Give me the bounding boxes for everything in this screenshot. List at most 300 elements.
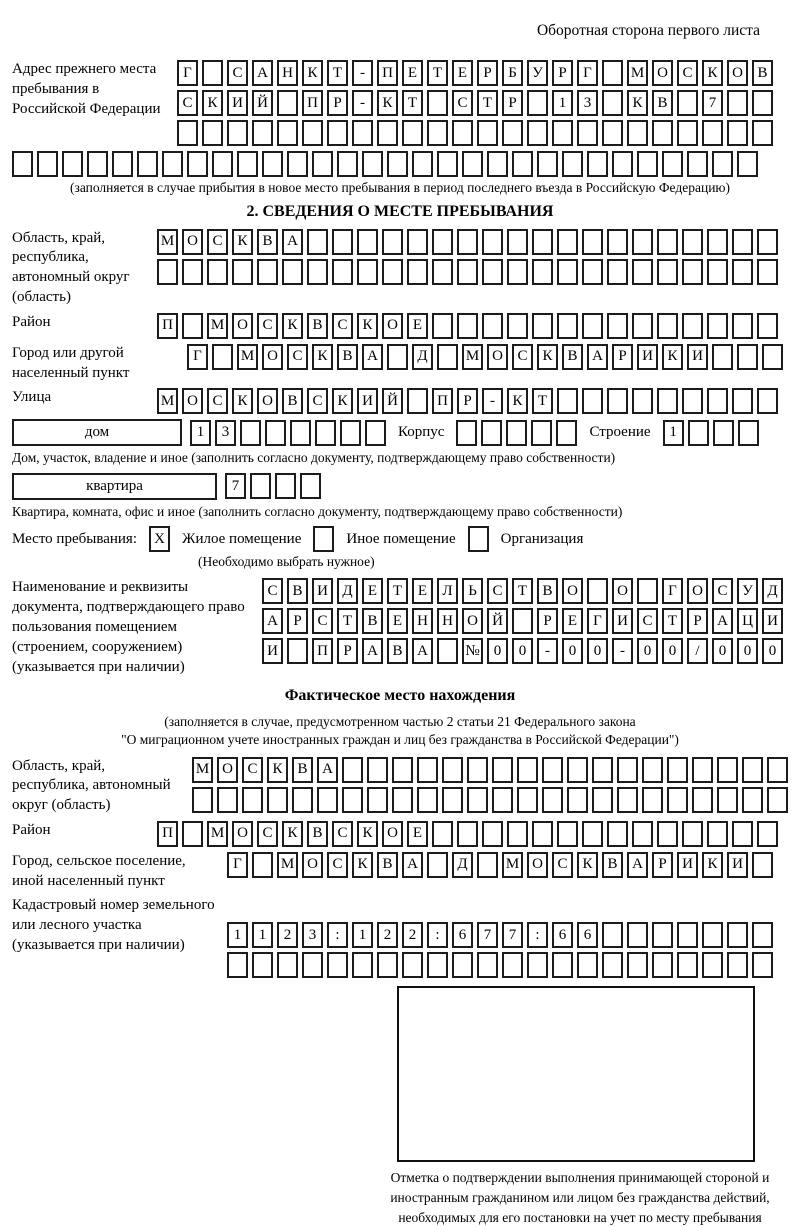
char-box[interactable]: И: [262, 638, 283, 664]
char-box[interactable]: [627, 952, 648, 978]
char-box[interactable]: [362, 151, 383, 177]
char-box[interactable]: И: [762, 608, 783, 634]
char-box[interactable]: [492, 757, 513, 783]
char-box[interactable]: [217, 787, 238, 813]
char-box[interactable]: [607, 229, 628, 255]
char-box[interactable]: [467, 757, 488, 783]
char-box[interactable]: [682, 821, 703, 847]
char-box[interactable]: [752, 952, 773, 978]
char-box[interactable]: [502, 120, 523, 146]
char-box[interactable]: [482, 821, 503, 847]
char-box[interactable]: С: [452, 90, 473, 116]
char-box[interactable]: [562, 151, 583, 177]
char-box[interactable]: [582, 388, 603, 414]
char-box[interactable]: Р: [477, 60, 498, 86]
char-box[interactable]: Ц: [737, 608, 758, 634]
char-box[interactable]: [702, 952, 723, 978]
char-box[interactable]: К: [232, 229, 253, 255]
char-box[interactable]: О: [217, 757, 238, 783]
char-box[interactable]: М: [207, 313, 228, 339]
char-box[interactable]: [437, 151, 458, 177]
char-box[interactable]: Т: [532, 388, 553, 414]
char-box[interactable]: О: [727, 60, 748, 86]
char-box[interactable]: Р: [327, 90, 348, 116]
char-box[interactable]: [212, 344, 233, 370]
char-box[interactable]: [627, 922, 648, 948]
char-box[interactable]: В: [387, 638, 408, 664]
char-box[interactable]: [732, 388, 753, 414]
char-box[interactable]: Г: [587, 608, 608, 634]
char-box[interactable]: [657, 821, 678, 847]
char-box[interactable]: Й: [487, 608, 508, 634]
char-box[interactable]: [527, 90, 548, 116]
char-box[interactable]: [182, 313, 203, 339]
char-box[interactable]: И: [687, 344, 708, 370]
char-box[interactable]: [382, 259, 403, 285]
char-box[interactable]: [352, 952, 373, 978]
char-box[interactable]: [517, 757, 538, 783]
char-box[interactable]: 7: [702, 90, 723, 116]
char-box[interactable]: [652, 922, 673, 948]
char-box[interactable]: В: [537, 578, 558, 604]
char-box[interactable]: [302, 952, 323, 978]
char-box[interactable]: [532, 229, 553, 255]
char-box[interactable]: [757, 259, 778, 285]
char-box[interactable]: С: [262, 578, 283, 604]
organization-checkbox[interactable]: [468, 526, 489, 552]
char-box[interactable]: [537, 151, 558, 177]
char-box[interactable]: С: [177, 90, 198, 116]
char-box[interactable]: [507, 313, 528, 339]
char-box[interactable]: М: [157, 388, 178, 414]
char-box[interactable]: [557, 259, 578, 285]
char-box[interactable]: С: [207, 229, 228, 255]
char-box[interactable]: [592, 757, 613, 783]
char-box[interactable]: [377, 952, 398, 978]
char-box[interactable]: [157, 259, 178, 285]
char-box[interactable]: 1: [190, 420, 211, 446]
char-box[interactable]: [602, 60, 623, 86]
char-box[interactable]: [767, 757, 788, 783]
char-box[interactable]: А: [282, 229, 303, 255]
char-box[interactable]: [502, 952, 523, 978]
char-box[interactable]: [527, 120, 548, 146]
char-box[interactable]: 0: [662, 638, 683, 664]
char-box[interactable]: [556, 420, 577, 446]
char-box[interactable]: 1: [352, 922, 373, 948]
char-box[interactable]: [727, 90, 748, 116]
char-box[interactable]: [692, 757, 713, 783]
char-box[interactable]: [317, 787, 338, 813]
char-box[interactable]: [482, 229, 503, 255]
char-box[interactable]: [602, 952, 623, 978]
char-box[interactable]: М: [277, 852, 298, 878]
char-box[interactable]: С: [257, 313, 278, 339]
char-box[interactable]: Б: [502, 60, 523, 86]
char-box[interactable]: [767, 787, 788, 813]
char-box[interactable]: [752, 120, 773, 146]
char-box[interactable]: [342, 787, 363, 813]
char-box[interactable]: Р: [287, 608, 308, 634]
char-box[interactable]: [342, 757, 363, 783]
char-box[interactable]: И: [357, 388, 378, 414]
char-box[interactable]: [387, 344, 408, 370]
char-box[interactable]: [677, 90, 698, 116]
char-box[interactable]: [712, 344, 733, 370]
char-box[interactable]: [738, 420, 759, 446]
char-box[interactable]: Г: [662, 578, 683, 604]
char-box[interactable]: [307, 259, 328, 285]
char-box[interactable]: [427, 120, 448, 146]
char-box[interactable]: О: [612, 578, 633, 604]
char-box[interactable]: [677, 120, 698, 146]
char-box[interactable]: [752, 922, 773, 948]
char-box[interactable]: [232, 259, 253, 285]
char-box[interactable]: С: [312, 608, 333, 634]
char-box[interactable]: 1: [663, 420, 684, 446]
char-box[interactable]: [402, 952, 423, 978]
char-box[interactable]: [707, 229, 728, 255]
char-box[interactable]: Е: [412, 578, 433, 604]
char-box[interactable]: Р: [457, 388, 478, 414]
char-box[interactable]: [250, 473, 271, 499]
char-box[interactable]: [467, 787, 488, 813]
char-box[interactable]: [442, 787, 463, 813]
char-box[interactable]: -: [612, 638, 633, 664]
char-box[interactable]: [762, 344, 783, 370]
char-box[interactable]: [682, 388, 703, 414]
char-box[interactable]: [292, 787, 313, 813]
char-box[interactable]: [577, 952, 598, 978]
char-box[interactable]: [340, 420, 361, 446]
char-box[interactable]: [632, 821, 653, 847]
char-box[interactable]: Т: [427, 60, 448, 86]
char-box[interactable]: И: [677, 852, 698, 878]
char-box[interactable]: К: [357, 313, 378, 339]
char-box[interactable]: [657, 313, 678, 339]
char-box[interactable]: [507, 229, 528, 255]
char-box[interactable]: [267, 787, 288, 813]
char-box[interactable]: С: [552, 852, 573, 878]
char-box[interactable]: [482, 313, 503, 339]
char-box[interactable]: С: [332, 313, 353, 339]
residential-checkbox[interactable]: X: [149, 526, 170, 552]
char-box[interactable]: 7: [502, 922, 523, 948]
char-box[interactable]: [677, 952, 698, 978]
char-box[interactable]: И: [727, 852, 748, 878]
char-box[interactable]: Ь: [462, 578, 483, 604]
char-box[interactable]: Г: [187, 344, 208, 370]
char-box[interactable]: М: [192, 757, 213, 783]
char-box[interactable]: 2: [277, 922, 298, 948]
char-box[interactable]: В: [287, 578, 308, 604]
char-box[interactable]: [737, 151, 758, 177]
char-box[interactable]: [607, 388, 628, 414]
char-box[interactable]: [365, 420, 386, 446]
char-box[interactable]: [202, 120, 223, 146]
char-box[interactable]: [427, 852, 448, 878]
char-box[interactable]: С: [227, 60, 248, 86]
char-box[interactable]: 0: [512, 638, 533, 664]
char-box[interactable]: Й: [252, 90, 273, 116]
char-box[interactable]: Н: [412, 608, 433, 634]
char-box[interactable]: [507, 821, 528, 847]
char-box[interactable]: В: [337, 344, 358, 370]
char-box[interactable]: [442, 757, 463, 783]
char-box[interactable]: В: [307, 821, 328, 847]
char-box[interactable]: К: [627, 90, 648, 116]
char-box[interactable]: А: [362, 638, 383, 664]
char-box[interactable]: [707, 821, 728, 847]
char-box[interactable]: [387, 151, 408, 177]
char-box[interactable]: :: [327, 922, 348, 948]
char-box[interactable]: В: [307, 313, 328, 339]
char-box[interactable]: 7: [477, 922, 498, 948]
char-box[interactable]: С: [242, 757, 263, 783]
char-box[interactable]: [682, 259, 703, 285]
char-box[interactable]: -: [352, 90, 373, 116]
char-box[interactable]: [367, 757, 388, 783]
char-box[interactable]: [582, 259, 603, 285]
char-box[interactable]: [707, 259, 728, 285]
char-box[interactable]: А: [587, 344, 608, 370]
char-box[interactable]: [87, 151, 108, 177]
char-box[interactable]: [367, 787, 388, 813]
char-box[interactable]: Т: [387, 578, 408, 604]
char-box[interactable]: Т: [337, 608, 358, 634]
char-box[interactable]: [262, 151, 283, 177]
char-box[interactable]: /: [687, 638, 708, 664]
char-box[interactable]: [207, 259, 228, 285]
char-box[interactable]: П: [157, 821, 178, 847]
char-box[interactable]: 0: [737, 638, 758, 664]
char-box[interactable]: [642, 787, 663, 813]
char-box[interactable]: [732, 821, 753, 847]
char-box[interactable]: [182, 821, 203, 847]
char-box[interactable]: [382, 229, 403, 255]
char-box[interactable]: В: [752, 60, 773, 86]
char-box[interactable]: [602, 90, 623, 116]
char-box[interactable]: [742, 787, 763, 813]
char-box[interactable]: [592, 787, 613, 813]
char-box[interactable]: 6: [577, 922, 598, 948]
char-box[interactable]: О: [262, 344, 283, 370]
char-box[interactable]: А: [712, 608, 733, 634]
char-box[interactable]: [657, 388, 678, 414]
char-box[interactable]: [402, 120, 423, 146]
char-box[interactable]: [277, 120, 298, 146]
char-box[interactable]: [682, 313, 703, 339]
char-box[interactable]: [707, 388, 728, 414]
char-box[interactable]: П: [302, 90, 323, 116]
char-box[interactable]: [742, 757, 763, 783]
char-box[interactable]: [688, 420, 709, 446]
char-box[interactable]: [252, 952, 273, 978]
char-box[interactable]: -: [482, 388, 503, 414]
char-box[interactable]: [507, 259, 528, 285]
char-box[interactable]: [637, 578, 658, 604]
char-box[interactable]: [657, 229, 678, 255]
char-box[interactable]: [237, 151, 258, 177]
char-box[interactable]: К: [352, 852, 373, 878]
other-premises-checkbox[interactable]: [313, 526, 334, 552]
char-box[interactable]: М: [207, 821, 228, 847]
char-box[interactable]: М: [502, 852, 523, 878]
char-box[interactable]: Г: [227, 852, 248, 878]
char-box[interactable]: 3: [215, 420, 236, 446]
char-box[interactable]: [427, 90, 448, 116]
char-box[interactable]: [632, 259, 653, 285]
char-box[interactable]: [162, 151, 183, 177]
char-box[interactable]: [582, 229, 603, 255]
char-box[interactable]: 0: [487, 638, 508, 664]
char-box[interactable]: С: [307, 388, 328, 414]
char-box[interactable]: [452, 120, 473, 146]
char-box[interactable]: [687, 151, 708, 177]
char-box[interactable]: Д: [762, 578, 783, 604]
char-box[interactable]: С: [712, 578, 733, 604]
char-box[interactable]: К: [357, 821, 378, 847]
char-box[interactable]: [477, 952, 498, 978]
char-box[interactable]: [287, 638, 308, 664]
char-box[interactable]: 0: [587, 638, 608, 664]
char-box[interactable]: [582, 821, 603, 847]
char-box[interactable]: [432, 259, 453, 285]
char-box[interactable]: [287, 151, 308, 177]
char-box[interactable]: [227, 952, 248, 978]
char-box[interactable]: К: [282, 821, 303, 847]
char-box[interactable]: В: [282, 388, 303, 414]
char-box[interactable]: [752, 852, 773, 878]
char-box[interactable]: [702, 922, 723, 948]
char-box[interactable]: Р: [652, 852, 673, 878]
char-box[interactable]: [662, 151, 683, 177]
char-box[interactable]: [265, 420, 286, 446]
char-box[interactable]: [632, 229, 653, 255]
char-box[interactable]: [677, 922, 698, 948]
char-box[interactable]: [417, 787, 438, 813]
char-box[interactable]: О: [302, 852, 323, 878]
char-box[interactable]: 7: [225, 473, 246, 499]
char-box[interactable]: К: [302, 60, 323, 86]
char-box[interactable]: А: [402, 852, 423, 878]
char-box[interactable]: [257, 259, 278, 285]
char-box[interactable]: [481, 420, 502, 446]
char-box[interactable]: А: [627, 852, 648, 878]
char-box[interactable]: С: [257, 821, 278, 847]
char-box[interactable]: [737, 344, 758, 370]
char-box[interactable]: [702, 120, 723, 146]
char-box[interactable]: В: [602, 852, 623, 878]
char-box[interactable]: П: [157, 313, 178, 339]
char-box[interactable]: 2: [377, 922, 398, 948]
char-box[interactable]: К: [702, 852, 723, 878]
char-box[interactable]: [632, 313, 653, 339]
char-box[interactable]: [432, 229, 453, 255]
char-box[interactable]: [307, 229, 328, 255]
char-box[interactable]: [542, 787, 563, 813]
char-box[interactable]: [337, 151, 358, 177]
char-box[interactable]: И: [612, 608, 633, 634]
char-box[interactable]: [202, 60, 223, 86]
char-box[interactable]: Е: [562, 608, 583, 634]
char-box[interactable]: О: [182, 388, 203, 414]
char-box[interactable]: :: [527, 922, 548, 948]
char-box[interactable]: [602, 922, 623, 948]
char-box[interactable]: [642, 757, 663, 783]
char-box[interactable]: П: [432, 388, 453, 414]
char-box[interactable]: [112, 151, 133, 177]
char-box[interactable]: [667, 757, 688, 783]
char-box[interactable]: [582, 313, 603, 339]
char-box[interactable]: С: [207, 388, 228, 414]
char-box[interactable]: К: [507, 388, 528, 414]
char-box[interactable]: [552, 952, 573, 978]
char-box[interactable]: [757, 313, 778, 339]
char-box[interactable]: Й: [382, 388, 403, 414]
char-box[interactable]: [457, 313, 478, 339]
char-box[interactable]: [437, 344, 458, 370]
char-box[interactable]: [707, 313, 728, 339]
char-box[interactable]: [617, 787, 638, 813]
char-box[interactable]: [567, 757, 588, 783]
char-box[interactable]: [62, 151, 83, 177]
char-box[interactable]: Д: [452, 852, 473, 878]
char-box[interactable]: [607, 821, 628, 847]
char-box[interactable]: [457, 821, 478, 847]
char-box[interactable]: Т: [662, 608, 683, 634]
char-box[interactable]: [432, 313, 453, 339]
char-box[interactable]: О: [562, 578, 583, 604]
char-box[interactable]: [412, 151, 433, 177]
char-box[interactable]: 0: [762, 638, 783, 664]
char-box[interactable]: У: [527, 60, 548, 86]
char-box[interactable]: А: [262, 608, 283, 634]
char-box[interactable]: С: [512, 344, 533, 370]
char-box[interactable]: [713, 420, 734, 446]
char-box[interactable]: Е: [407, 821, 428, 847]
char-box[interactable]: [432, 821, 453, 847]
char-box[interactable]: [477, 120, 498, 146]
char-box[interactable]: [182, 259, 203, 285]
char-box[interactable]: [727, 922, 748, 948]
char-box[interactable]: [37, 151, 58, 177]
char-box[interactable]: В: [652, 90, 673, 116]
char-box[interactable]: [427, 952, 448, 978]
char-box[interactable]: О: [382, 821, 403, 847]
char-box[interactable]: [377, 120, 398, 146]
char-box[interactable]: [717, 787, 738, 813]
char-box[interactable]: [607, 313, 628, 339]
char-box[interactable]: [757, 229, 778, 255]
char-box[interactable]: О: [462, 608, 483, 634]
char-box[interactable]: [577, 120, 598, 146]
char-box[interactable]: [732, 313, 753, 339]
char-box[interactable]: [252, 120, 273, 146]
char-box[interactable]: [290, 420, 311, 446]
char-box[interactable]: [727, 952, 748, 978]
char-box[interactable]: У: [737, 578, 758, 604]
char-box[interactable]: [300, 473, 321, 499]
char-box[interactable]: [487, 151, 508, 177]
char-box[interactable]: [277, 952, 298, 978]
char-box[interactable]: А: [412, 638, 433, 664]
char-box[interactable]: [407, 229, 428, 255]
char-box[interactable]: Е: [362, 578, 383, 604]
char-box[interactable]: [327, 120, 348, 146]
char-box[interactable]: [757, 388, 778, 414]
char-box[interactable]: [357, 229, 378, 255]
